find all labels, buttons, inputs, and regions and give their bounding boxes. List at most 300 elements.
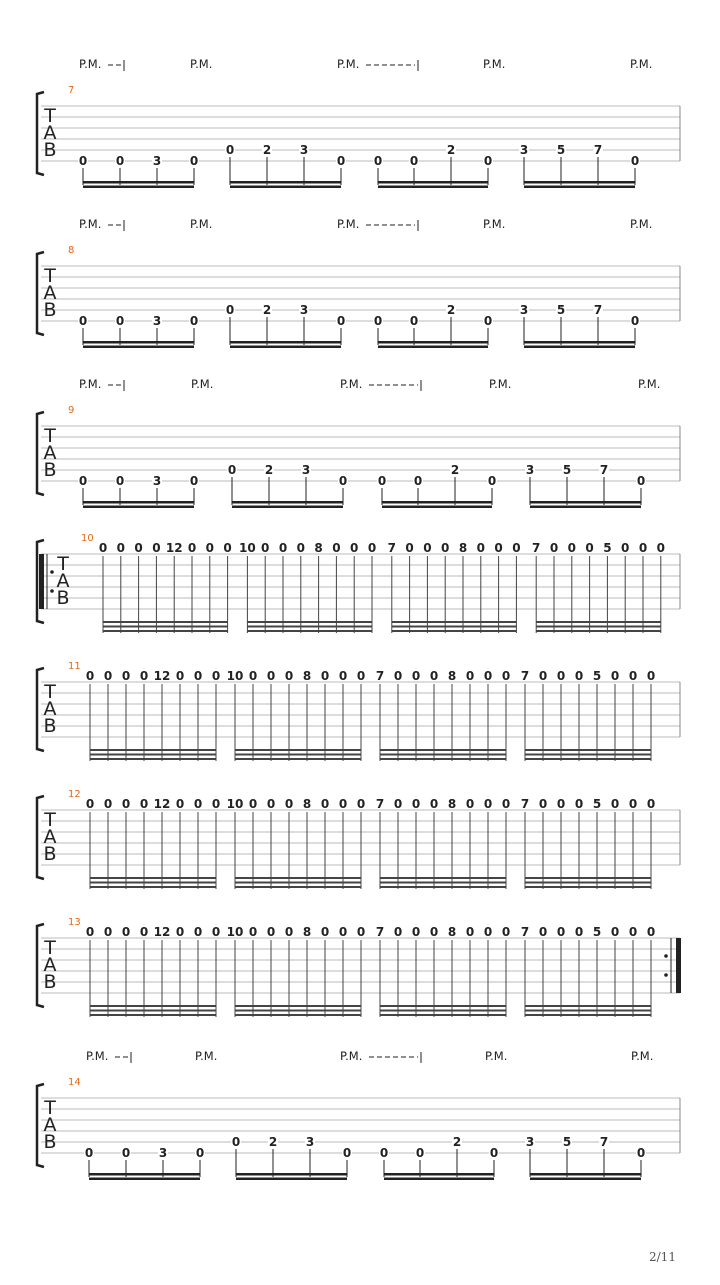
fret-number: 0 (373, 154, 383, 168)
fret-number: 5 (592, 925, 602, 939)
fret-number: 0 (139, 925, 149, 939)
beam (90, 1014, 216, 1016)
beam (380, 1014, 506, 1016)
beam (530, 501, 641, 504)
fret-number: 3 (152, 474, 162, 488)
fret-number: 0 (248, 669, 258, 683)
fret-number: 2 (450, 463, 460, 477)
palm-mute-label: P.M. (79, 217, 102, 231)
fret-number: 5 (562, 463, 572, 477)
fret-number: 5 (556, 303, 566, 317)
fret-number: 0 (413, 474, 423, 488)
beam (530, 1173, 641, 1176)
palm-mute-label: P.M. (190, 217, 213, 231)
beam (103, 621, 228, 623)
beam (524, 341, 635, 344)
beam (525, 1010, 651, 1012)
fret-number: 0 (501, 797, 511, 811)
beam (524, 346, 635, 349)
fret-number: 0 (320, 925, 330, 939)
fret-number: 0 (266, 797, 276, 811)
repeat-dot (664, 973, 668, 977)
beam (90, 886, 216, 888)
beam (524, 186, 635, 189)
fret-number: 2 (446, 143, 456, 157)
beam (235, 886, 361, 888)
fret-number: 0 (538, 797, 548, 811)
beam (236, 1178, 347, 1181)
tab-clef-letter: A (43, 698, 57, 720)
fret-number: 0 (248, 797, 258, 811)
fret-number: 7 (375, 797, 385, 811)
tab-clef-letter: B (43, 299, 57, 321)
palm-mute-label: P.M. (79, 377, 102, 391)
beam (90, 1010, 216, 1012)
tab-clef-letter: T (44, 937, 56, 959)
fret-number: 0 (409, 154, 419, 168)
beam (392, 626, 517, 628)
fret-number: 0 (483, 925, 493, 939)
beam (247, 626, 372, 628)
fret-number: 0 (139, 797, 149, 811)
beam (525, 877, 651, 879)
measure-number: 9 (68, 405, 75, 416)
fret-number: 7 (520, 925, 530, 939)
fret-number: 0 (103, 797, 113, 811)
system-7 (37, 57, 680, 188)
beam (235, 749, 361, 751)
fret-number: 0 (377, 474, 387, 488)
measure-number: 14 (68, 1077, 81, 1088)
beam (235, 882, 361, 884)
palm-mute-label: P.M. (483, 217, 506, 231)
measure-number: 13 (68, 917, 81, 928)
palm-mute-label: P.M. (630, 57, 653, 71)
fret-number: 0 (121, 925, 131, 939)
beam (378, 186, 488, 189)
beam (380, 886, 506, 888)
fret-number: 0 (630, 154, 640, 168)
fret-number: 0 (610, 669, 620, 683)
repeat-dot (664, 954, 668, 958)
fret-number: 0 (512, 541, 521, 555)
beam (525, 1014, 651, 1016)
fret-number: 0 (225, 143, 235, 157)
fret-number: 0 (656, 541, 665, 555)
fret-number: 3 (519, 143, 529, 157)
fret-number: 0 (320, 669, 330, 683)
fret-number: 12 (153, 669, 171, 683)
fret-number: 0 (115, 154, 125, 168)
fret-number: 0 (465, 925, 475, 939)
fret-number: 0 (211, 669, 221, 683)
fret-number: 0 (350, 541, 359, 555)
fret-number: 0 (78, 154, 88, 168)
fret-number: 10 (226, 797, 244, 811)
fret-number: 0 (574, 925, 584, 939)
fret-number: 0 (393, 669, 403, 683)
fret-number: 0 (393, 797, 403, 811)
fret-number: 12 (165, 541, 183, 555)
beam (247, 621, 372, 623)
fret-number: 3 (305, 1135, 315, 1149)
fret-number: 0 (320, 797, 330, 811)
fret-number: 0 (336, 154, 346, 168)
fret-number: 7 (599, 1135, 609, 1149)
fret-number: 0 (556, 669, 566, 683)
fret-number: 3 (158, 1146, 168, 1160)
fret-number: 0 (538, 669, 548, 683)
tab-clef-letter: T (44, 809, 56, 831)
beam (525, 882, 651, 884)
fret-number: 0 (266, 669, 276, 683)
fret-number: 0 (567, 541, 576, 555)
fret-number: 7 (599, 463, 609, 477)
beam (83, 341, 194, 344)
repeat-start-thick-bar (39, 554, 44, 609)
beam (392, 621, 517, 623)
fret-number: 0 (628, 797, 638, 811)
fret-number: 8 (302, 925, 312, 939)
beam (380, 882, 506, 884)
system-8 (37, 217, 680, 348)
fret-number: 0 (411, 925, 421, 939)
fret-number: 2 (452, 1135, 462, 1149)
fret-number: 0 (646, 669, 656, 683)
fret-number: 0 (278, 541, 288, 555)
palm-mute-label: P.M. (483, 57, 506, 71)
beam (235, 754, 361, 756)
fret-number: 2 (264, 463, 274, 477)
fret-number: 0 (121, 797, 131, 811)
beam (83, 186, 194, 189)
fret-number: 0 (103, 925, 113, 939)
fret-number: 0 (78, 314, 88, 328)
fret-number: 3 (152, 314, 162, 328)
fret-number: 0 (465, 797, 475, 811)
fret-number: 0 (187, 541, 197, 555)
beam (235, 1010, 361, 1012)
palm-mute-label: P.M. (195, 1049, 218, 1063)
palm-mute-label: P.M. (630, 217, 653, 231)
fret-number: 0 (223, 541, 232, 555)
fret-number: 10 (239, 541, 256, 555)
fret-number: 0 (85, 925, 95, 939)
system-12 (37, 789, 680, 889)
palm-mute-label: P.M. (191, 377, 214, 391)
beam (382, 501, 492, 504)
fret-number: 0 (367, 541, 377, 555)
fret-number: 0 (494, 541, 503, 555)
beam (235, 1005, 361, 1007)
fret-number: 0 (121, 1146, 131, 1160)
fret-number: 0 (152, 541, 161, 555)
beam (235, 1014, 361, 1016)
palm-mute-label: P.M. (86, 1049, 109, 1063)
fret-number: 0 (189, 154, 199, 168)
tab-clef-letter: B (43, 459, 57, 481)
system-11 (37, 661, 680, 761)
fret-number: 0 (85, 797, 95, 811)
tab-clef-letter: A (43, 954, 57, 976)
fret-number: 0 (175, 797, 185, 811)
fret-number: 0 (483, 797, 493, 811)
fret-number: 3 (299, 143, 309, 157)
fret-number: 0 (356, 669, 366, 683)
palm-mute-label: P.M. (631, 1049, 654, 1063)
repeat-dot (50, 570, 54, 574)
beam (235, 877, 361, 879)
fret-number: 8 (447, 925, 457, 939)
fret-number: 5 (592, 797, 602, 811)
fret-number: 0 (409, 314, 419, 328)
fret-number: 7 (520, 797, 530, 811)
fret-number: 0 (248, 925, 258, 939)
fret-number: 0 (621, 541, 630, 555)
tab-clef-letter: A (43, 442, 57, 464)
fret-number: 0 (630, 314, 640, 328)
palm-mute-label: P.M. (337, 57, 360, 71)
beam (382, 506, 492, 509)
fret-number: 7 (375, 925, 385, 939)
fret-number: 0 (189, 314, 199, 328)
beam (230, 186, 341, 189)
fret-number: 0 (284, 797, 294, 811)
measure-number: 12 (68, 789, 81, 800)
fret-number: 10 (226, 925, 244, 939)
fret-number: 0 (193, 797, 203, 811)
beam (90, 882, 216, 884)
tab-clef-letter: A (43, 282, 57, 304)
beam (83, 181, 194, 184)
beam (380, 758, 506, 760)
fret-number: 2 (262, 143, 272, 157)
palm-mute-label: P.M. (337, 217, 360, 231)
tab-clef-letter: B (43, 971, 57, 993)
beam (83, 346, 194, 349)
fret-number: 8 (458, 541, 468, 555)
fret-number: 0 (189, 474, 199, 488)
fret-number: 0 (342, 1146, 352, 1160)
tab-clef-letter: T (44, 105, 56, 127)
fret-number: 7 (520, 669, 530, 683)
fret-number: 0 (411, 797, 421, 811)
fret-number: 0 (393, 925, 403, 939)
fret-number: 2 (262, 303, 272, 317)
fret-number: 8 (447, 797, 457, 811)
beam (530, 1178, 641, 1181)
beam (103, 630, 228, 632)
fret-number: 7 (387, 541, 396, 555)
fret-number: 7 (375, 669, 385, 683)
fret-number: 0 (338, 474, 348, 488)
beam (230, 341, 341, 344)
fret-number: 0 (139, 669, 149, 683)
beam (524, 181, 635, 184)
fret-number: 0 (556, 797, 566, 811)
tab-clef-letter: B (43, 139, 57, 161)
fret-number: 2 (268, 1135, 278, 1149)
fret-number: 7 (593, 303, 603, 317)
measure-number: 10 (81, 533, 94, 544)
fret-number: 0 (211, 925, 221, 939)
fret-number: 0 (338, 797, 348, 811)
beam (536, 626, 661, 628)
fret-number: 7 (593, 143, 603, 157)
fret-number: 0 (549, 541, 559, 555)
fret-number: 0 (423, 541, 432, 555)
fret-number: 0 (266, 925, 276, 939)
fret-number: 0 (134, 541, 143, 555)
beam (536, 630, 661, 632)
tab-clef-letter: T (57, 553, 69, 575)
beam (525, 754, 651, 756)
beam (384, 1173, 494, 1176)
fret-number: 7 (532, 541, 541, 555)
fret-number: 0 (115, 314, 125, 328)
tab-clef-letter: B (43, 843, 57, 865)
fret-number: 0 (501, 669, 511, 683)
fret-number: 0 (538, 925, 548, 939)
measure-number: 11 (68, 661, 81, 672)
fret-number: 0 (585, 541, 594, 555)
beam (90, 877, 216, 879)
fret-number: 0 (429, 797, 439, 811)
fret-number: 0 (175, 925, 185, 939)
fret-number: 0 (84, 1146, 94, 1160)
fret-number: 0 (231, 1135, 241, 1149)
fret-number: 5 (592, 669, 602, 683)
fret-number: 0 (103, 669, 113, 683)
repeat-end-thick-bar (676, 938, 681, 993)
page-number: 2/11 (649, 1250, 676, 1264)
fret-number: 0 (465, 669, 475, 683)
fret-number: 0 (193, 925, 203, 939)
fret-number: 0 (483, 154, 493, 168)
fret-number: 10 (226, 669, 244, 683)
beam (380, 749, 506, 751)
measure-number: 8 (68, 245, 75, 256)
fret-number: 3 (525, 463, 535, 477)
fret-number: 0 (175, 669, 185, 683)
fret-number: 0 (429, 925, 439, 939)
beam (380, 1010, 506, 1012)
fret-number: 12 (153, 797, 171, 811)
beam (90, 758, 216, 760)
fret-number: 0 (227, 463, 237, 477)
fret-number: 0 (332, 541, 341, 555)
beam (536, 621, 661, 623)
tab-clef-letter: T (44, 265, 56, 287)
tab-clef-letter: T (44, 1097, 56, 1119)
fret-number: 0 (646, 925, 656, 939)
fret-number: 3 (299, 303, 309, 317)
beam (378, 181, 488, 184)
fret-number: 5 (556, 143, 566, 157)
fret-number: 0 (405, 541, 414, 555)
fret-number: 0 (574, 797, 584, 811)
fret-number: 0 (441, 541, 450, 555)
tab-clef-letter: T (44, 681, 56, 703)
fret-number: 0 (411, 669, 421, 683)
fret-number: 0 (638, 541, 648, 555)
fret-number: 8 (302, 797, 312, 811)
fret-number: 3 (301, 463, 311, 477)
fret-number: 0 (338, 669, 348, 683)
palm-mute-label: P.M. (340, 377, 363, 391)
fret-number: 0 (115, 474, 125, 488)
palm-mute-label: P.M. (485, 1049, 508, 1063)
fret-number: 0 (284, 925, 294, 939)
beam (236, 1173, 347, 1176)
beam (378, 346, 488, 349)
palm-mute-label: P.M. (190, 57, 213, 71)
beam (380, 877, 506, 879)
beam (232, 501, 343, 504)
fret-number: 0 (429, 669, 439, 683)
fret-number: 0 (379, 1146, 389, 1160)
fret-number: 0 (121, 669, 131, 683)
fret-number: 0 (225, 303, 235, 317)
fret-number: 0 (78, 474, 88, 488)
fret-number: 0 (415, 1146, 425, 1160)
beam (384, 1178, 494, 1181)
beam (530, 506, 641, 509)
palm-mute-label: P.M. (79, 57, 102, 71)
beam (525, 758, 651, 760)
tab-clef-letter: B (43, 715, 57, 737)
measure-number: 7 (68, 85, 75, 96)
beam (380, 1005, 506, 1007)
beam (230, 346, 341, 349)
fret-number: 0 (483, 669, 493, 683)
fret-number: 0 (636, 474, 646, 488)
fret-number: 0 (116, 541, 125, 555)
fret-number: 0 (284, 669, 294, 683)
fret-number: 5 (603, 541, 612, 555)
fret-number: 0 (610, 925, 620, 939)
beam (525, 1005, 651, 1007)
palm-mute-label: P.M. (489, 377, 512, 391)
beam (380, 754, 506, 756)
fret-number: 0 (574, 669, 584, 683)
fret-number: 12 (153, 925, 171, 939)
tab-clef-letter: A (43, 122, 57, 144)
fret-number: 0 (261, 541, 270, 555)
fret-number: 3 (519, 303, 529, 317)
beam (83, 506, 194, 509)
fret-number: 0 (356, 925, 366, 939)
beam (247, 630, 372, 632)
beam (83, 501, 194, 504)
fret-number: 0 (628, 669, 638, 683)
palm-mute-label: P.M. (638, 377, 661, 391)
fret-number: 0 (296, 541, 305, 555)
fret-number: 3 (152, 154, 162, 168)
fret-number: 0 (193, 669, 203, 683)
fret-number: 0 (636, 1146, 646, 1160)
beam (525, 749, 651, 751)
beam (89, 1178, 200, 1181)
fret-number: 0 (85, 669, 95, 683)
system-9 (37, 377, 680, 508)
fret-number: 0 (646, 797, 656, 811)
fret-number: 8 (302, 669, 312, 683)
fret-number: 8 (447, 669, 457, 683)
beam (378, 341, 488, 344)
fret-number: 0 (211, 797, 221, 811)
fret-number: 0 (356, 797, 366, 811)
